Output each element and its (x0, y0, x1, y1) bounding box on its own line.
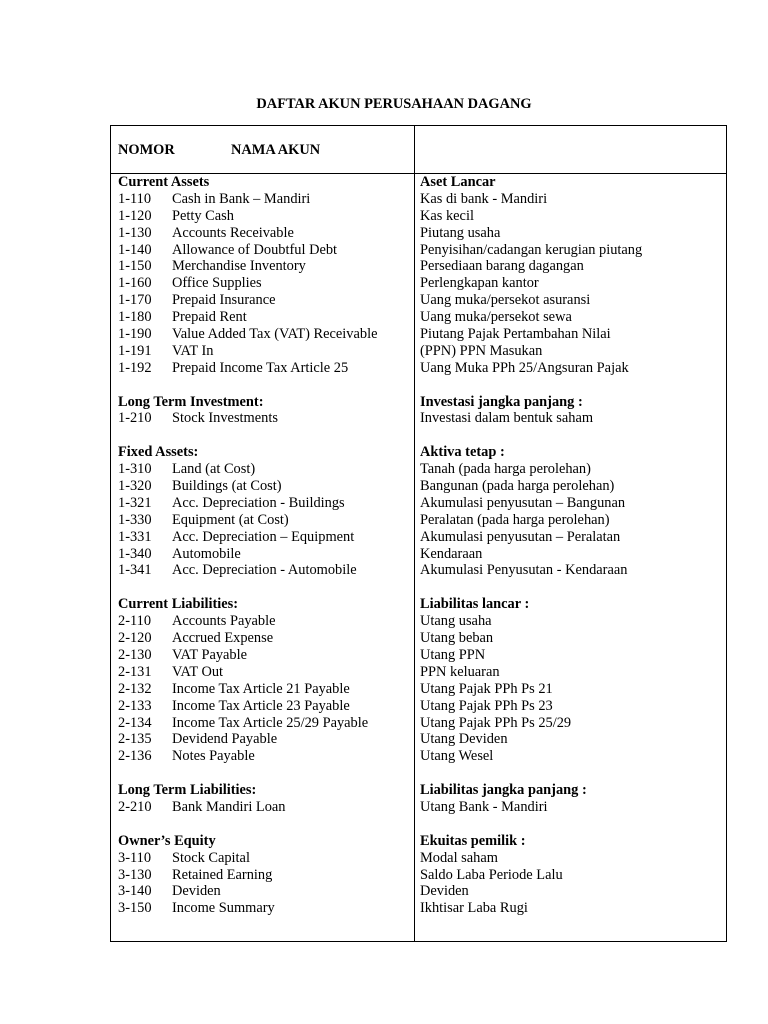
account-name-id: Ikhtisar Laba Rugi (420, 900, 528, 917)
account-name: Petty Cash (172, 207, 234, 224)
account-name-id: Persediaan barang dagangan (420, 258, 584, 275)
account-code: 1-120 (118, 207, 152, 224)
account-code: 2-133 (118, 697, 152, 714)
account-code: 1-330 (118, 511, 152, 528)
account-code: 2-131 (118, 663, 152, 680)
account-name-id: Uang muka/persekot asuransi (420, 292, 591, 309)
account-name-id: Uang muka/persekot sewa (420, 309, 572, 326)
account-name: Income Tax Article 23 Payable (172, 697, 350, 714)
section-heading-en: Current Assets (118, 174, 210, 190)
account-name: Accrued Expense (172, 630, 274, 647)
account-name-id: Saldo Laba Periode Lalu (420, 866, 563, 883)
spacer (118, 765, 408, 782)
account-code: 1-180 (118, 309, 152, 326)
account-row-en (118, 225, 408, 242)
account-code: 1-130 (118, 224, 152, 241)
account-code: 1-191 (118, 342, 152, 359)
spacer (420, 816, 720, 833)
account-name: Stock Capital (172, 849, 250, 866)
account-row-en (118, 410, 408, 427)
account-row-en (118, 850, 408, 867)
account-row-en (118, 275, 408, 292)
account-name-id: Utang beban (420, 630, 494, 647)
account-name: Bank Mandiri Loan (172, 798, 286, 815)
account-name-id: Investasi dalam bentuk saham (420, 410, 594, 427)
account-name-id: Akumulasi penyusutan – Bangunan (420, 494, 626, 511)
account-row-en (118, 630, 408, 647)
account-code: 1-341 (118, 562, 152, 579)
section-heading-en: Owner’s Equity (118, 832, 216, 849)
account-row-en (118, 360, 408, 377)
account-name: Income Tax Article 21 Payable (172, 680, 350, 697)
account-name-id: Utang Bank - Mandiri (420, 798, 548, 815)
header-nomor: NOMOR (118, 142, 175, 158)
account-code: 3-110 (118, 849, 152, 866)
section-heading-id: Liabilitas lancar : (420, 596, 530, 613)
account-name-id: Utang usaha (420, 613, 492, 630)
section-heading-en: Current Liabilities: (118, 596, 239, 613)
account-code: 2-210 (118, 798, 152, 815)
account-name-id: Bangunan (pada harga perolehan) (420, 478, 615, 495)
account-name-id: Utang Wesel (420, 748, 494, 765)
section-heading-id: Ekuitas pemilik : (420, 832, 526, 849)
account-name: VAT Out (172, 663, 224, 680)
account-name: Accounts Receivable (172, 224, 294, 241)
account-row-en (118, 562, 408, 579)
account-row-en (118, 681, 408, 698)
account-code: 1-210 (118, 410, 152, 427)
account-code: 1-310 (118, 461, 152, 478)
account-code: 1-190 (118, 326, 152, 343)
account-name-id: Penyisihan/cadangan kerugian piutang (420, 241, 643, 258)
account-row-en (118, 191, 408, 208)
section-heading-id: Aset Lancar (420, 174, 496, 190)
account-name-id: Akumulasi penyusutan – Peralatan (420, 528, 621, 545)
account-name-id: Utang Pajak PPh Ps 25/29 (420, 714, 572, 731)
account-row-en (118, 326, 408, 343)
account-code: 3-150 (118, 900, 152, 917)
account-row-en (118, 731, 408, 748)
account-code: 2-120 (118, 630, 152, 647)
account-table (110, 125, 727, 942)
account-code: 1-320 (118, 478, 152, 495)
account-row-en (118, 461, 408, 478)
spacer (420, 377, 720, 394)
account-name: Accounts Payable (172, 613, 276, 630)
account-code: 1-192 (118, 359, 152, 376)
account-name: Prepaid Insurance (172, 292, 276, 309)
account-code: 1-110 (118, 190, 152, 207)
account-code: 1-331 (118, 528, 152, 545)
account-name-id: (PPN) PPN Masukan (420, 342, 543, 359)
spacer (420, 427, 720, 444)
account-name: Devidend Payable (172, 731, 278, 748)
account-name-id: Kendaraan (420, 545, 483, 562)
account-row-en (118, 478, 408, 495)
account-row-en (118, 292, 408, 309)
account-row-en (118, 208, 408, 225)
account-code: 3-130 (118, 866, 152, 883)
account-name: Prepaid Rent (172, 309, 247, 326)
account-row-en (118, 900, 408, 917)
account-row-en (118, 529, 408, 546)
account-name-id: Tanah (pada harga perolehan) (420, 461, 591, 478)
account-row-en (118, 512, 408, 529)
account-name: VAT In (172, 342, 214, 359)
section-heading-id: Liabilitas jangka panjang : (420, 782, 587, 799)
account-row-en (118, 242, 408, 259)
section-heading-id: Investasi jangka panjang : (420, 393, 583, 410)
account-code: 2-136 (118, 748, 152, 765)
account-name: Acc. Depreciation - Automobile (172, 562, 357, 579)
column-divider (414, 126, 415, 941)
section-heading-id: Aktiva tetap : (420, 444, 505, 461)
account-row-en (118, 343, 408, 360)
account-row-en (118, 647, 408, 664)
account-name: Equipment (at Cost) (172, 511, 289, 528)
spacer (420, 765, 720, 782)
account-name: Acc. Depreciation - Buildings (172, 494, 345, 511)
account-name-id: Piutang Pajak Pertambahan Nilai (420, 326, 611, 343)
account-row-en (118, 698, 408, 715)
header-nama-akun: NAMA AKUN (231, 142, 321, 158)
account-code: 1-140 (118, 241, 152, 258)
account-row-en (118, 715, 408, 732)
account-name-id: Piutang usaha (420, 224, 501, 241)
account-row-en (118, 748, 408, 765)
account-row-en (118, 546, 408, 563)
account-name-id: PPN keluaran (420, 663, 500, 680)
account-code: 2-135 (118, 731, 152, 748)
account-code: 3-140 (118, 883, 152, 900)
account-name: Deviden (172, 883, 221, 900)
section-heading-en: Long Term Liabilities: (118, 782, 257, 799)
account-name: Income Tax Article 25/29 Payable (172, 714, 369, 731)
account-row-en (118, 495, 408, 512)
account-code: 1-150 (118, 258, 152, 275)
section-heading-en: Long Term Investment: (118, 393, 264, 410)
spacer (118, 579, 408, 596)
account-name: Prepaid Income Tax Article 25 (172, 359, 349, 376)
account-code: 1-170 (118, 292, 152, 309)
account-code: 2-110 (118, 613, 152, 630)
account-name: Land (at Cost) (172, 461, 256, 478)
account-name: Stock Investments (172, 410, 278, 427)
account-name: Retained Earning (172, 866, 273, 883)
account-name: Notes Payable (172, 748, 255, 765)
account-name-id: Perlengkapan kantor (420, 275, 539, 292)
account-row-en (118, 883, 408, 900)
account-name-id: Modal saham (420, 849, 498, 866)
account-row-en (118, 258, 408, 275)
document-title: DAFTAR AKUN PERUSAHAAN DAGANG (256, 96, 532, 112)
section-heading-en: Fixed Assets: (118, 444, 199, 461)
account-name: Allowance of Doubtful Debt (172, 241, 338, 258)
account-name: Buildings (at Cost) (172, 478, 282, 495)
english-account-column (118, 174, 408, 917)
account-code: 1-321 (118, 494, 152, 511)
spacer (118, 427, 408, 444)
account-row-en (118, 309, 408, 326)
account-name: VAT Payable (172, 646, 248, 663)
account-code: 2-130 (118, 646, 152, 663)
account-name: Cash in Bank – Mandiri (172, 190, 311, 207)
account-code: 2-132 (118, 680, 152, 697)
account-name: Acc. Depreciation – Equipment (172, 528, 355, 545)
spacer (420, 579, 720, 596)
account-name-id: Utang Pajak PPh Ps 21 (420, 680, 553, 697)
account-name: Office Supplies (172, 275, 262, 292)
account-row-en (118, 867, 408, 884)
account-name-id: Kas kecil (420, 207, 474, 224)
account-name: Income Summary (172, 900, 275, 917)
account-name-id: Utang Deviden (420, 731, 508, 748)
account-code: 1-160 (118, 275, 152, 292)
account-row-en (118, 799, 408, 816)
account-name: Automobile (172, 545, 241, 562)
account-name-id: Uang Muka PPh 25/Angsuran Pajak (420, 359, 629, 376)
account-code: 2-134 (118, 714, 152, 731)
account-code: 1-340 (118, 545, 152, 562)
account-row-en (118, 664, 408, 681)
indonesian-account-column (420, 174, 720, 917)
account-name: Merchandise Inventory (172, 258, 306, 275)
spacer (118, 377, 408, 394)
account-name-id: Kas di bank - Mandiri (420, 190, 548, 207)
account-name-id: Utang PPN (420, 646, 486, 663)
account-name-id: Peralatan (pada harga perolehan) (420, 511, 610, 528)
account-name-id: Akumulasi Penyusutan - Kendaraan (420, 562, 628, 579)
account-name-id: Utang Pajak PPh Ps 23 (420, 697, 553, 714)
account-name: Value Added Tax (VAT) Receivable (172, 326, 378, 343)
account-name-id: Deviden (420, 883, 469, 900)
spacer (118, 816, 408, 833)
account-row-en (118, 613, 408, 630)
